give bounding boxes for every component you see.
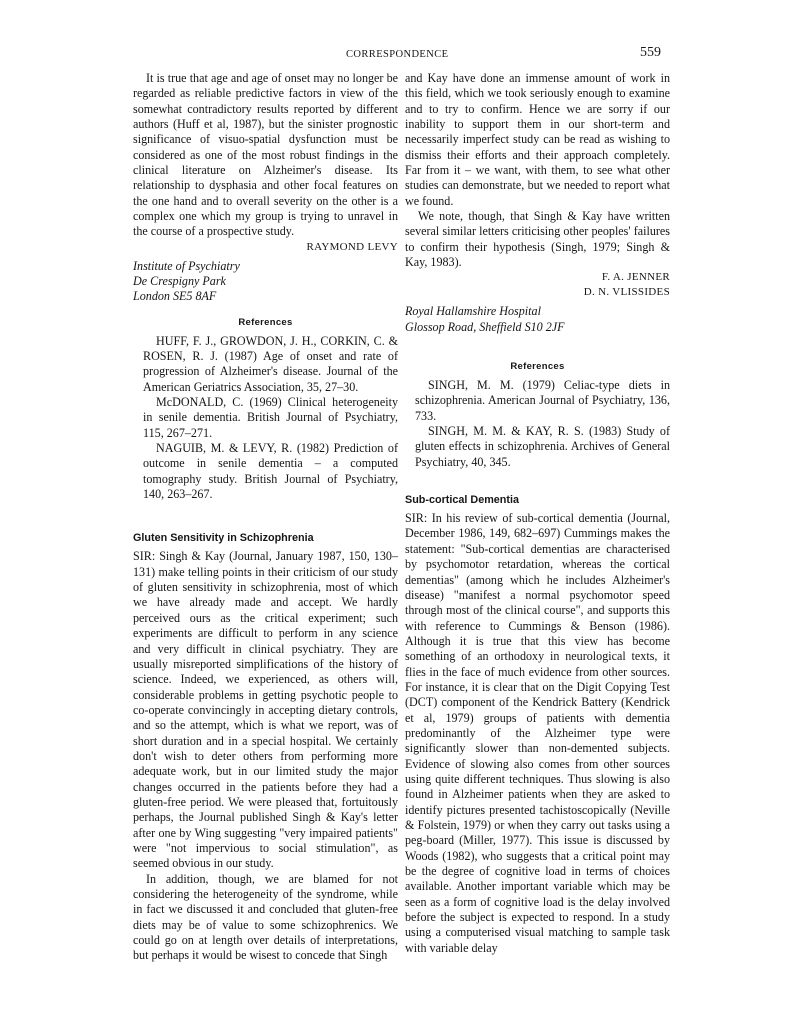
address-line: Royal Hallamshire Hospital	[405, 304, 541, 319]
address-line: Glossop Road, Sheffield S10 2JF	[405, 319, 565, 334]
subcortical-letter-paragraph: SIR: In his review of sub-cortical dementia (Journal, December 1986, 149, 682–697) Cummings makes the statement: "Sub-cortical dementias are characterised by psychomotor retardation, whereas the cortical dementias" (among which he includes Alzheimer's disease) "manifest a normal psychomotor speed through most of the clinical course", and supports this with reference to Cummings & Benson (1986). Although it is true that this view has become something of an orthodoxy in neurological texts, it flies in the face of much evidence from other sources. For instance, it is clear that on the Digit Copying Test (DCT) component of the Kendrick Battery (Kendrick et al, 1979) groups of patients with dementia predominantly of the Alzheimer type were significantly slower than non-demented subjects. Evidence of slowing also comes from other sources using quite different techniques. Thus slowing is also found in Alzheimer patients when they are asked to identify pictures presented tachistoscopically (Neville & Folstein, 1979) or when they carry out tasks using a peg-board (Miller, 1977). This issue is discussed by Woods (1982), who suggests that a critical point may be the degree of cognitive load in terms of choices available. Another important variable which may be seen as a form of cognitive load is the delay involved before the subject is expected to respond. In a study using a computerised visual matching to sample task with variable delay	[405, 511, 670, 955]
levy-letter-conclusion: It is true that age and age of onset may no longer be regarded as reliable predictive factors in view of the somewhat contradictory results reported by different authors (Huff et al, 1987), but the sinister prognostic significance of visuo-spatial dysfunction must be considered as one of the most robust findings in the clinical literature on Alzheimer's disease. Its relationship to dysphasia and other focal features on the one hand and to overall severity on the other is a complex one which my group is trying to unravel in the course of a prospective study.	[133, 71, 398, 239]
section-title-gluten: Gluten Sensitivity in Schizophrenia	[133, 532, 314, 545]
gluten-letter-final-paragraph: We note, though, that Singh & Kay have written several similar letters criticising other peoples' failures to confirm their hypothesis (Singh, 1979; Singh & Kay, 1983).	[405, 209, 670, 270]
references-heading: References	[238, 316, 293, 328]
right-column	[405, 71, 670, 956]
address-line: Institute of Psychiatry	[133, 258, 240, 273]
signature-jenner: F. A. JENNER	[601, 271, 670, 284]
address-line: De Crespigny Park	[133, 274, 226, 289]
signature-vlissides: D. N. VLISSIDES	[583, 286, 670, 299]
signature-levy: RAYMOND LEVY	[306, 240, 398, 253]
running-head: CORRESPONDENCE	[346, 49, 449, 60]
reference-item: SINGH, M. M. & KAY, R. S. (1983) Study of gluten effects in schizophrenia. Archives of General Psychiatry, 40, 345.	[415, 424, 670, 469]
gluten-letter-paragraph-2: In addition, though, we are blamed for not considering the heterogeneity of the syndrome, while in fact we discussed it and concluded that gluten-free diets may be of value to some schizophrenics. We could go on at length over details of interpretations, but perhaps it would be wisest to concede that Singh	[133, 871, 398, 963]
left-column	[133, 71, 398, 964]
address-hallamshire	[405, 304, 670, 335]
address-line: London SE5 8AF	[133, 289, 217, 304]
address-levy	[133, 259, 398, 305]
reference-item: McDONALD, C. (1969) Clinical heterogeneity in senile dementia. British Journal of Psychiatry, 115, 267–271.	[143, 395, 398, 440]
gluten-letter-continuation: and Kay have done an immense amount of work in this field, which we took seriously enough to examine and to try to confirm. Hence we are sorry if our inability to support them in our short-term and necessarily imperfect study can be read as wishing to dismiss their efforts and their approach completely. Far from it – we want, with them, to see what other studies can demonstrate, but we needed to report what we found.	[405, 71, 670, 208]
section-title-subcortical: Sub-cortical Dementia	[405, 494, 519, 507]
page-number: 559	[640, 45, 661, 60]
reference-item: HUFF, F. J., GROWDON, J. H., CORKIN, C. & ROSEN, R. J. (1987) Age of onset and rate of progression of Alzheimer's disease. Journal of the American Geriatrics Association, 35, 27–30.	[143, 333, 398, 394]
reference-item: SINGH, M. M. (1979) Celiac-type diets in schizophrenia. American Journal of Psychiatry, 136, 733.	[415, 378, 670, 423]
references-heading: References	[510, 361, 565, 373]
gluten-letter-paragraph-1: SIR: Singh & Kay (Journal, January 1987, 150, 130–131) make telling points in their criticism of our study of gluten sensitivity in schizophrenia, most of which we have already made and accept. We hardly perceived ours as the critical experiment; such experiments are difficult to perform in any science and very difficult in clinical psychiatry. They are usually misreported simplifications of the history of science. Indeed, we experienced, as others will, considerable problems in getting psychotic people to co-operate convincingly in accepting dietary controls, and so the attempt, which is what we report, was of short duration and in a special hospital. We certainly don't wish to deter others from performing more adequate work, but in our limited study the major changes occurred in the patients before they had a gluten-free period. We were pleased that, fortuitously perhaps, the Journal published Singh & Kay's letter after one by Wing suggesting "very impaired patients" were "not impervious to social stimulation", as seemed obvious in our study.	[133, 549, 398, 871]
reference-item: NAGUIB, M. & LEVY, R. (1982) Prediction of outcome in senile dementia – a computed tomography study. British Journal of Psychiatry, 140, 263–267.	[143, 441, 398, 502]
